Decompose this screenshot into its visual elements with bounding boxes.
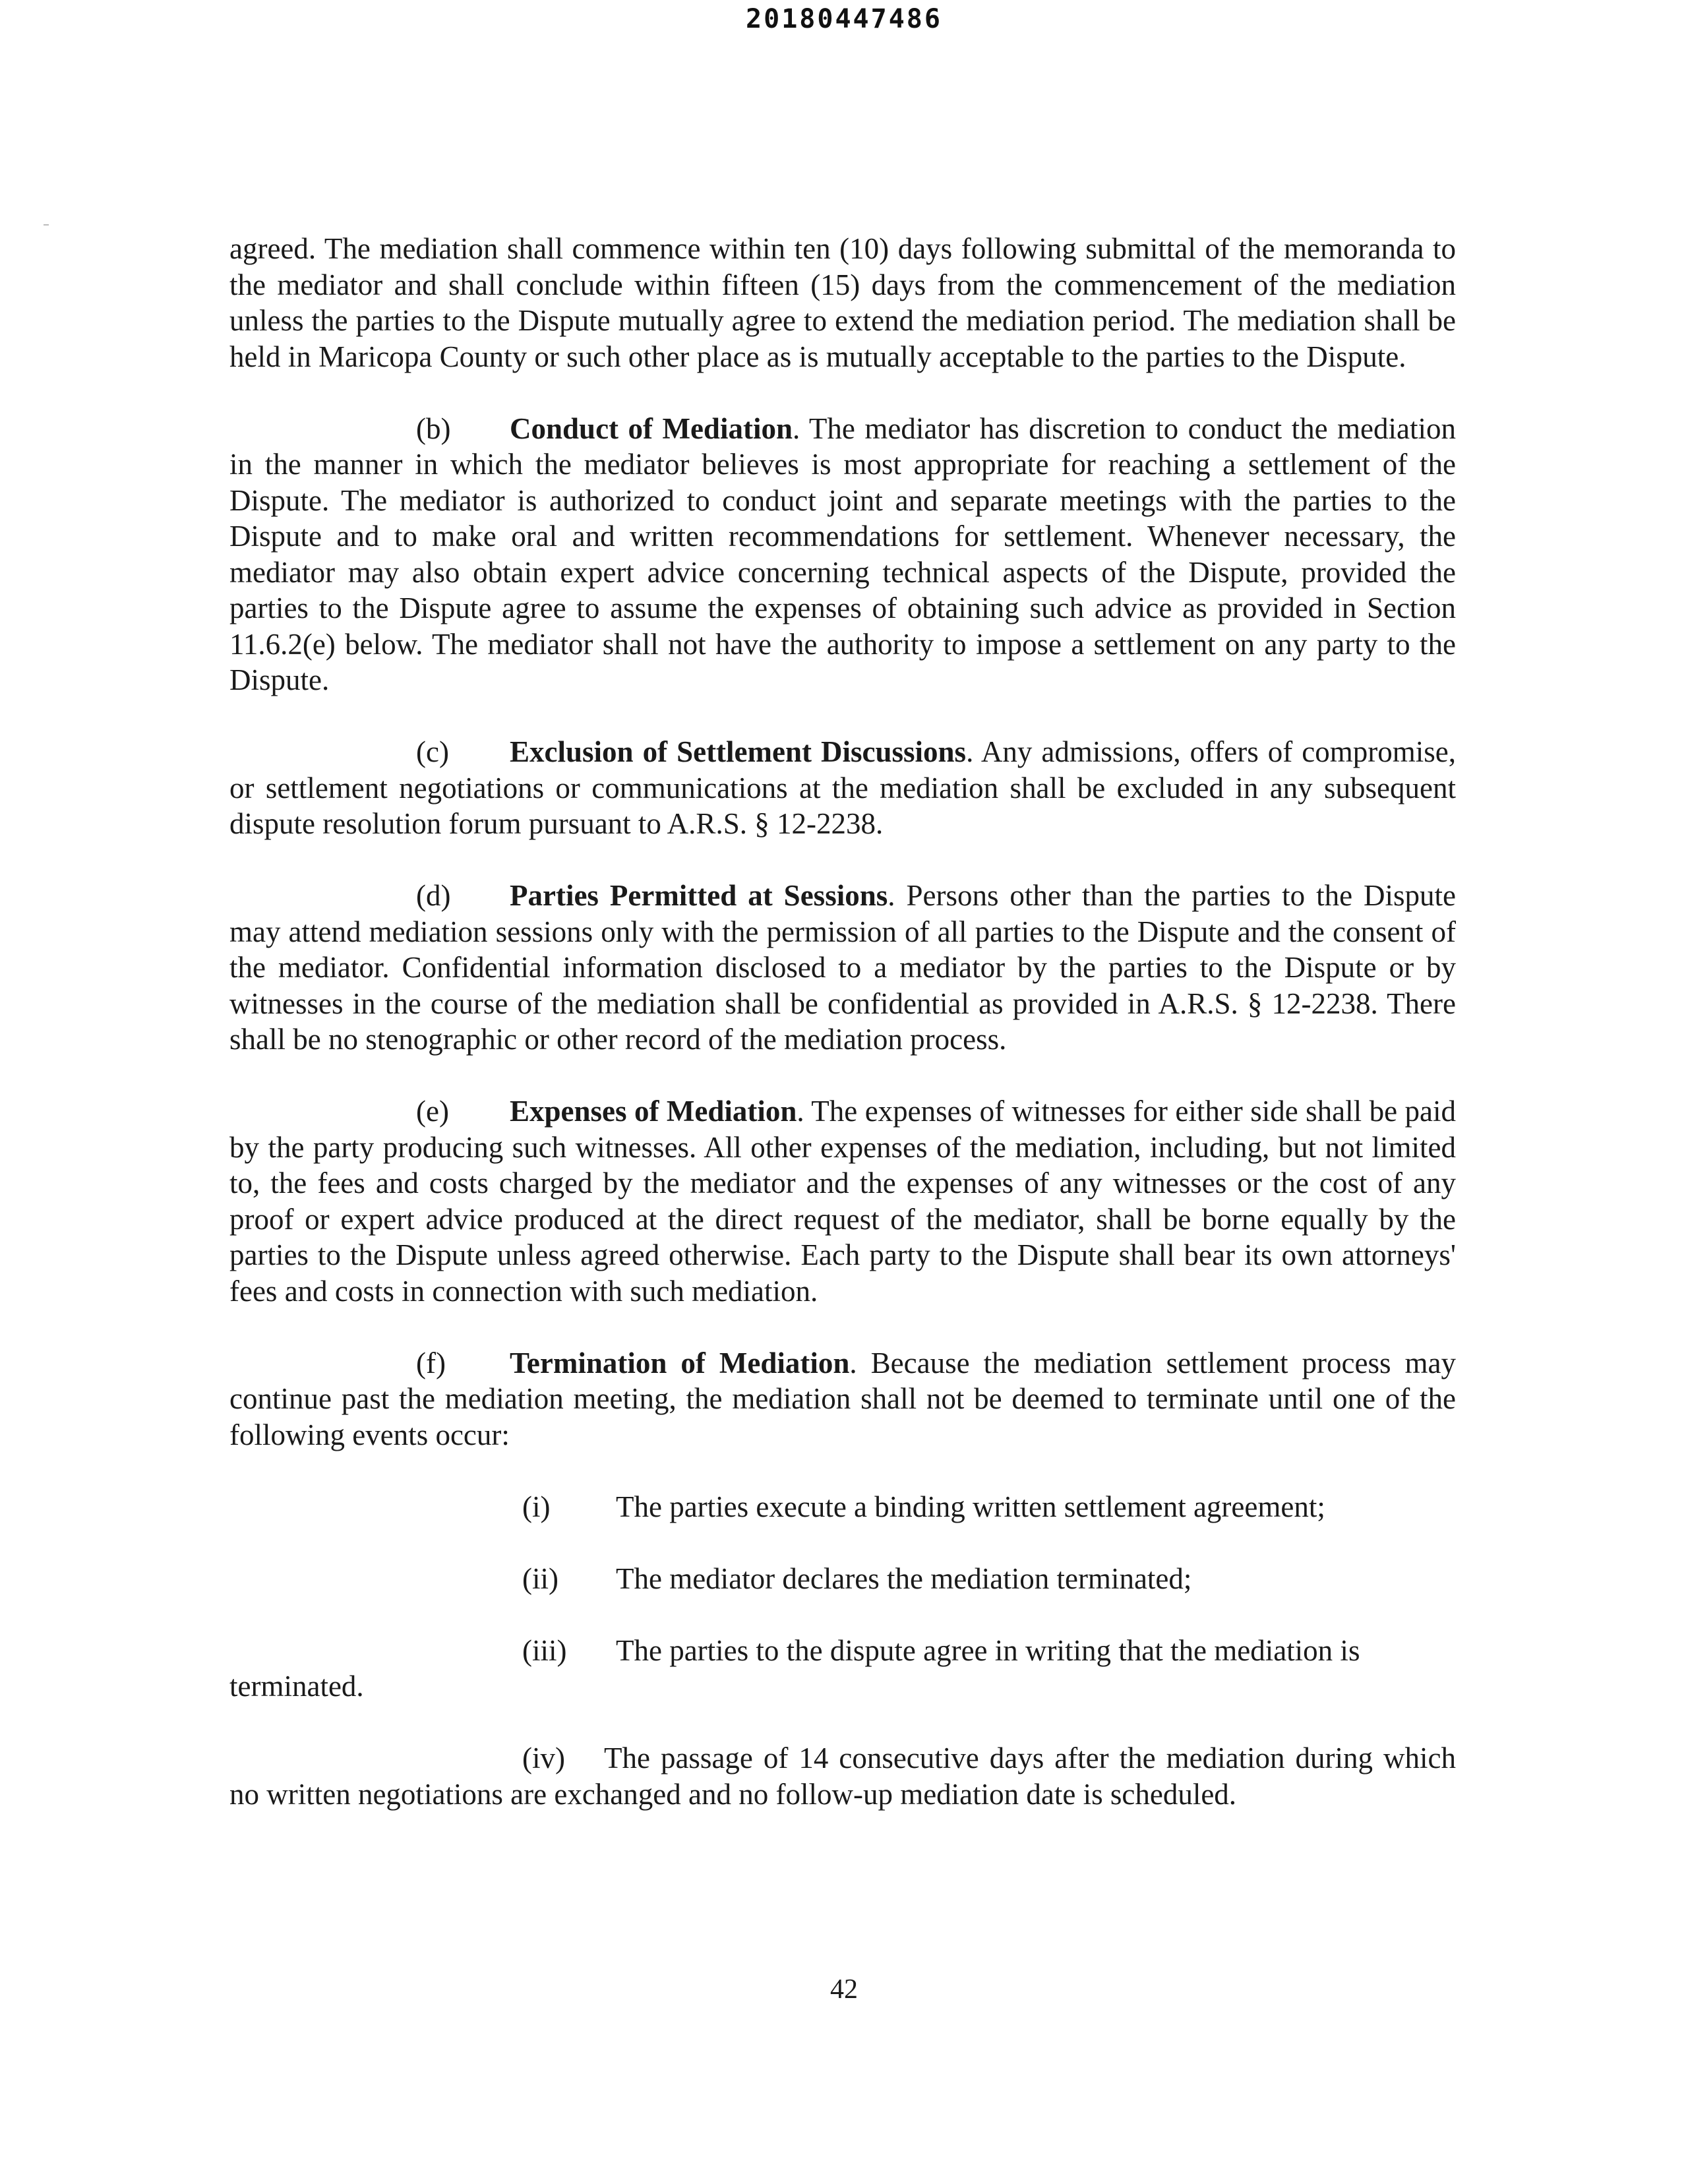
section-heading: Parties Permitted at Sessions <box>510 879 888 912</box>
section-heading: Expenses of Mediation <box>510 1095 797 1128</box>
section-d <box>229 878 1456 1058</box>
event-item-i <box>229 1489 1456 1525</box>
section-text: . Any admissions, offers of compromise, or settlement negotiations or communications at the mediation shall be excluded in any subsequent dispute resolution forum pursuant to A.R.S. § 12-2238. <box>229 735 1456 840</box>
document-body <box>229 231 1456 1848</box>
section-b <box>229 411 1456 698</box>
section-f <box>229 1345 1456 1453</box>
event-label: (iv) <box>522 1742 565 1774</box>
section-text: . Persons other than the parties to the Dispute may attend mediation sessions only with the permission of all parties to the Dispute and the consent of the mediator. Confidential information disclosed to a mediator by the parties to the Dispute or by witnesses in the course of the mediation shall be confidential as provided in A.R.S. § 12-2238. There shall be no stenographic or other record of the mediation process. <box>229 879 1456 1056</box>
event-text: The mediator declares the mediation terminated; <box>616 1562 1192 1595</box>
event-label: (ii) <box>522 1562 558 1595</box>
event-item-ii <box>229 1561 1456 1597</box>
section-label: (c) <box>416 735 449 768</box>
section-heading: Exclusion of Settlement Discussions <box>510 735 967 768</box>
section-text: . The mediator has discretion to conduct the mediation in the manner in which the mediator believes is most appropriate for reaching a settlement of the Dispute. The mediator is authorized to conduct joint and separate meetings with the parties to the Dispute and to make oral and written recommendations for settlement. Whenever necessary, the mediator may also obtain expert advice concerning technical aspects of the Dispute, provided the parties to the Dispute agree to assume the expenses of obtaining such advice as provided in Section 11.6.2(e) below. The mediator shall not have the authority to impose a settlement on any party to the Dispute. <box>229 411 1457 696</box>
section-label: (f) <box>416 1346 446 1380</box>
section-label: (e) <box>416 1095 449 1128</box>
event-label: (iii) <box>522 1633 567 1667</box>
section-heading: Conduct of Mediation <box>510 411 793 445</box>
event-text: The parties execute a binding written settlement agreement; <box>616 1490 1325 1523</box>
section-e <box>229 1093 1456 1309</box>
section-c <box>229 734 1456 842</box>
page-number: 42 <box>830 1974 858 2005</box>
event-text: The parties to the dispute agree in writing that the mediation is <box>616 1633 1360 1667</box>
document-number: 20180447486 <box>746 4 942 34</box>
section-text: . Because the mediation settlement process may continue past the mediation meeting, the mediation shall not be deemed to terminate until one of the following events occur: <box>229 1346 1456 1451</box>
event-label: (i) <box>522 1490 551 1523</box>
section-label: (b) <box>416 411 451 445</box>
section-label: (d) <box>416 879 451 912</box>
event-text: The passage of 14 consecutive days after the mediation during which no written negotiations are exchanged and no follow-up mediation date is scheduled. <box>229 1742 1456 1811</box>
intro-paragraph: agreed. The mediation shall commence within ten (10) days following submittal of the memoranda to the mediator and shall conclude within fifteen (15) days from the commencement of the mediation unless the parties to the Dispute mutually agree to extend the mediation period. The mediation shall be held in Maricopa County or such other place as is mutually acceptable to the parties to the Dispute. <box>229 232 1456 373</box>
event-item-iii-continuation: terminated. <box>229 1670 364 1703</box>
event-item-iii <box>229 1633 1456 1669</box>
scan-artifact <box>44 224 49 226</box>
event-item-iv <box>229 1740 1456 1812</box>
section-text: . The expenses of witnesses for either side shall be paid by the party producing such witnesses. All other expenses of the mediation, including, but not limited to, the fees and costs charged by the mediator and the expenses of any witnesses or the cost of any proof or expert advice produced at the direct request of the mediator, shall be borne equally by the parties to the Dispute unless agreed otherwise. Each party to the Dispute shall bear its own attorneys' fees and costs in connection with such mediation. <box>229 1095 1456 1308</box>
section-heading: Termination of Mediation <box>510 1346 850 1380</box>
